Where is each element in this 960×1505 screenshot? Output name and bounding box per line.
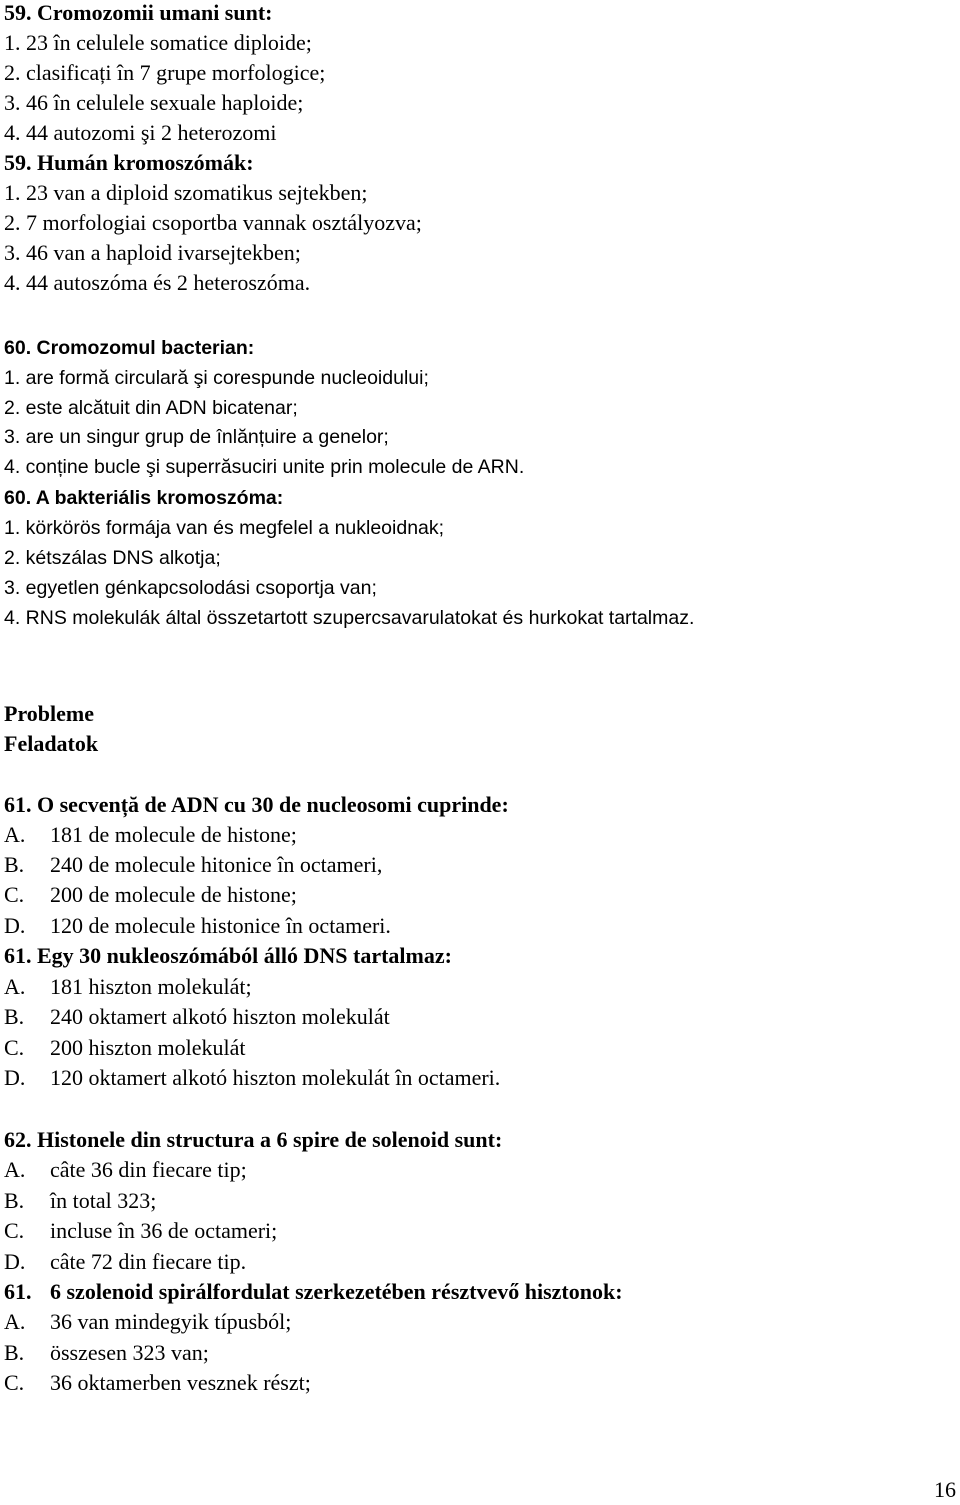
- question-61-hu-option-b: B. 240 oktamert alkotó hiszton molekulát: [4, 1004, 390, 1029]
- question-59-hu-item-3: 3. 46 van a haploid ivarsejtekben;: [4, 240, 301, 265]
- question-59-ro-item-4: 4. 44 autozomi şi 2 heterozomi: [4, 120, 277, 145]
- question-59-hu-item-4: 4. 44 autoszóma és 2 heteroszóma.: [4, 270, 311, 295]
- question-60-hu-item-3: 3. egyetlen génkapcsolodási csoportja van;: [4, 577, 377, 599]
- question-61b-hu-option-b: B. összesen 323 van;: [4, 1340, 209, 1365]
- question-59-ro-item-3: 3. 46 în celulele sexuale haploide;: [4, 90, 304, 115]
- question-62-ro-option-a: A. câte 36 din fiecare tip;: [4, 1157, 247, 1182]
- question-59-ro-item-2: 2. clasificați în 7 grupe morfologice;: [4, 60, 326, 85]
- question-62-ro-option-c: C. incluse în 36 de octameri;: [4, 1218, 278, 1243]
- question-60-ro-item-4: 4. conține bucle şi superrăsuciri unite prin molecule de ARN.: [4, 456, 525, 478]
- question-61-ro-option-a: A. 181 de molecule de histone;: [4, 822, 297, 847]
- question-61b-hu-option-a: A. 36 van mindegyik típusból;: [4, 1309, 292, 1334]
- question-60-hu-title: 60. A bakteriális kromoszóma:: [4, 487, 284, 509]
- question-61b-hu-title: 61. 6 szolenoid spirálfordulat szerkezetében résztvevő hisztonok:: [4, 1279, 623, 1304]
- question-61-hu-option-a: A. 181 hiszton molekulát;: [4, 974, 252, 999]
- question-61-ro-option-c: C. 200 de molecule de histone;: [4, 882, 297, 907]
- question-60-hu-item-2: 2. kétszálas DNS alkotja;: [4, 547, 221, 569]
- question-61-ro-option-b: B. 240 de molecule hitonice în octameri,: [4, 852, 383, 877]
- question-59-ro-item-1: 1. 23 în celulele somatice diploide;: [4, 30, 312, 55]
- section-heading-ro: Probleme: [4, 701, 95, 726]
- question-61-ro-option-d: D. 120 de molecule histonice în octameri.: [4, 913, 391, 938]
- question-60-hu-item-1: 1. körkörös formája van és megfelel a nukleoidnak;: [4, 517, 445, 539]
- question-61-ro-title: 61. O secvență de ADN cu 30 de nucleosomi cuprinde:: [4, 792, 509, 817]
- question-59-ro-title: 59. Cromozomii umani sunt:: [4, 0, 273, 25]
- question-60-ro-title: 60. Cromozomul bacterian:: [4, 337, 255, 359]
- question-61-hu-option-c: C. 200 hiszton molekulát: [4, 1035, 246, 1060]
- question-62-ro-option-b: B. în total 323;: [4, 1188, 157, 1213]
- question-60-ro-item-2: 2. este alcătuit din ADN bicatenar;: [4, 397, 298, 419]
- section-heading-hu: Feladatok: [4, 731, 99, 756]
- question-61-hu-title: 61. Egy 30 nukleoszómából álló DNS tartalmaz:: [4, 943, 452, 968]
- question-61b-hu-option-c: C. 36 oktamerben vesznek részt;: [4, 1370, 311, 1395]
- question-60-ro-item-3: 3. are un singur grup de înlănțuire a genelor;: [4, 426, 389, 448]
- question-59-hu-item-1: 1. 23 van a diploid szomatikus sejtekben;: [4, 180, 368, 205]
- question-62-ro-title: 62. Histonele din structura a 6 spire de solenoid sunt:: [4, 1127, 503, 1152]
- question-60-ro-item-1: 1. are formă circulară şi corespunde nucleoidului;: [4, 367, 429, 389]
- question-62-ro-option-d: D. câte 72 din fiecare tip.: [4, 1249, 247, 1274]
- question-59-hu-item-2: 2. 7 morfologiai csoportba vannak osztályozva;: [4, 210, 422, 235]
- question-60-hu-item-4: 4. RNS molekulák által összetartott szupercsavarulatokat és hurkokat tartalmaz.: [4, 607, 695, 629]
- page-number: 16: [934, 1477, 956, 1502]
- question-59-hu-title: 59. Humán kromoszómák:: [4, 150, 254, 175]
- question-61-hu-option-d: D. 120 oktamert alkotó hiszton molekulát în octameri.: [4, 1065, 501, 1090]
